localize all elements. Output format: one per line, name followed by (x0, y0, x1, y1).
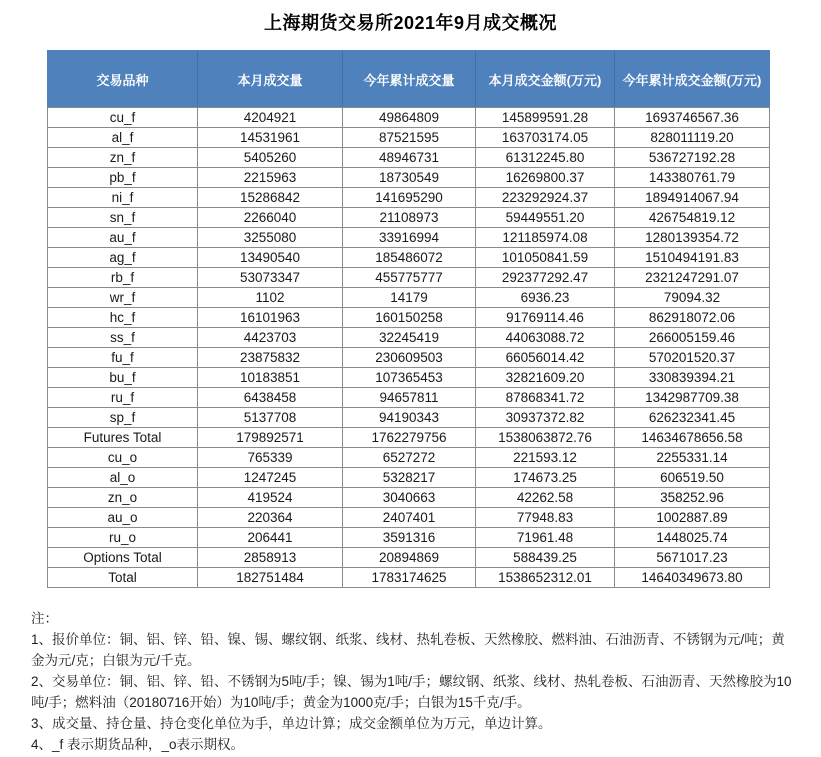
product-cell: ss_f (48, 328, 198, 348)
value-cell: 1538652312.01 (476, 568, 615, 588)
value-cell: 13490540 (198, 248, 343, 268)
table-header (48, 51, 770, 108)
value-cell: 14634678656.58 (615, 428, 770, 448)
table-row (48, 208, 770, 228)
notes-list (31, 629, 797, 755)
value-cell: 141695290 (343, 188, 476, 208)
value-cell: 862918072.06 (615, 308, 770, 328)
table-row (48, 368, 770, 388)
product-cell: wr_f (48, 288, 198, 308)
product-cell: fu_f (48, 348, 198, 368)
column-header-1: 本月成交量 (198, 51, 343, 108)
table-row (48, 128, 770, 148)
product-cell: sp_f (48, 408, 198, 428)
value-cell: 419524 (198, 488, 343, 508)
value-cell: 2321247291.07 (615, 268, 770, 288)
value-cell: 145899591.28 (476, 108, 615, 128)
value-cell: 23875832 (198, 348, 343, 368)
value-cell: 32821609.20 (476, 368, 615, 388)
table-row (48, 188, 770, 208)
value-cell: 5328217 (343, 468, 476, 488)
value-cell: 5405260 (198, 148, 343, 168)
value-cell: 6527272 (343, 448, 476, 468)
value-cell: 91769114.46 (476, 308, 615, 328)
value-cell: 1342987709.38 (615, 388, 770, 408)
trading-summary-table (47, 50, 770, 588)
value-cell: 16269800.37 (476, 168, 615, 188)
value-cell: 18730549 (343, 168, 476, 188)
table-row (48, 448, 770, 468)
product-cell: ag_f (48, 248, 198, 268)
table-row (48, 488, 770, 508)
product-cell: au_o (48, 508, 198, 528)
value-cell: 14531961 (198, 128, 343, 148)
value-cell: 61312245.80 (476, 148, 615, 168)
product-cell: cu_f (48, 108, 198, 128)
product-cell: rb_f (48, 268, 198, 288)
value-cell: 87521595 (343, 128, 476, 148)
table-row (48, 328, 770, 348)
value-cell: 2407401 (343, 508, 476, 528)
notes-label: 注： (31, 611, 58, 626)
value-cell: 77948.83 (476, 508, 615, 528)
product-cell: au_f (48, 228, 198, 248)
value-cell: 358252.96 (615, 488, 770, 508)
column-header-0: 交易品种 (48, 51, 198, 108)
table-row (48, 348, 770, 368)
value-cell: 121185974.08 (476, 228, 615, 248)
product-cell: bu_f (48, 368, 198, 388)
table-row (48, 548, 770, 568)
value-cell: 101050841.59 (476, 248, 615, 268)
column-header-3: 本月成交金额(万元) (476, 51, 615, 108)
table-row (48, 248, 770, 268)
note-item-2: 2、交易单位：铜、铝、锌、铅、不锈钢为5吨/手；镍、锡为1吨/手；螺纹钢、纸浆、线材、热轧卷板、石油沥青、天然橡胶为10吨/手；燃料油（20180716开始）为10吨/手；黄金为1000克/手；白银为15千克/手。 (31, 674, 792, 710)
note-item-4: 4、_f 表示期货品种，_o表示期权。 (31, 737, 245, 752)
value-cell: 1102 (198, 288, 343, 308)
column-header-4: 今年累计成交金额(万元) (615, 51, 770, 108)
value-cell: 426754819.12 (615, 208, 770, 228)
value-cell: 455775777 (343, 268, 476, 288)
value-cell: 49864809 (343, 108, 476, 128)
value-cell: 220364 (198, 508, 343, 528)
value-cell: 14179 (343, 288, 476, 308)
value-cell: 32245419 (343, 328, 476, 348)
table-row (48, 408, 770, 428)
product-cell: zn_f (48, 148, 198, 168)
value-cell: 143380761.79 (615, 168, 770, 188)
value-cell: 1693746567.36 (615, 108, 770, 128)
table-row (48, 308, 770, 328)
value-cell: 14640349673.80 (615, 568, 770, 588)
value-cell: 44063088.72 (476, 328, 615, 348)
value-cell: 94657811 (343, 388, 476, 408)
value-cell: 6438458 (198, 388, 343, 408)
value-cell: 21108973 (343, 208, 476, 228)
value-cell: 223292924.37 (476, 188, 615, 208)
value-cell: 4423703 (198, 328, 343, 348)
value-cell: 66056014.42 (476, 348, 615, 368)
product-cell: zn_o (48, 488, 198, 508)
table-row (48, 528, 770, 548)
product-cell: al_o (48, 468, 198, 488)
notes-section (31, 608, 797, 755)
value-cell: 266005159.46 (615, 328, 770, 348)
value-cell: 5671017.23 (615, 548, 770, 568)
page-title: 上海期货交易所2021年9月成交概况 (263, 13, 558, 33)
value-cell: 221593.12 (476, 448, 615, 468)
value-cell: 42262.58 (476, 488, 615, 508)
value-cell: 570201520.37 (615, 348, 770, 368)
value-cell: 3255080 (198, 228, 343, 248)
value-cell: 3040663 (343, 488, 476, 508)
value-cell: 4204921 (198, 108, 343, 128)
value-cell: 174673.25 (476, 468, 615, 488)
value-cell: 16101963 (198, 308, 343, 328)
value-cell: 536727192.28 (615, 148, 770, 168)
product-cell: cu_o (48, 448, 198, 468)
value-cell: 20894869 (343, 548, 476, 568)
table-row (48, 388, 770, 408)
value-cell: 1894914067.94 (615, 188, 770, 208)
table-body (48, 108, 770, 588)
value-cell: 94190343 (343, 408, 476, 428)
value-cell: 1538063872.76 (476, 428, 615, 448)
value-cell: 292377292.47 (476, 268, 615, 288)
value-cell: 3591316 (343, 528, 476, 548)
table-row (48, 228, 770, 248)
value-cell: 71961.48 (476, 528, 615, 548)
product-cell: ru_o (48, 528, 198, 548)
value-cell: 330839394.21 (615, 368, 770, 388)
value-cell: 1448025.74 (615, 528, 770, 548)
value-cell: 87868341.72 (476, 388, 615, 408)
table-row (48, 508, 770, 528)
value-cell: 2255331.14 (615, 448, 770, 468)
product-cell: Options Total (48, 548, 198, 568)
table-row (48, 168, 770, 188)
value-cell: 163703174.05 (476, 128, 615, 148)
table-row (48, 148, 770, 168)
note-item-3: 3、成交量、持仓量、持仓变化单位为手，单边计算；成交金额单位为万元，单边计算。 (31, 716, 552, 731)
table-row (48, 268, 770, 288)
value-cell: 2215963 (198, 168, 343, 188)
product-cell: sn_f (48, 208, 198, 228)
value-cell: 588439.25 (476, 548, 615, 568)
product-cell: Total (48, 568, 198, 588)
header-row (48, 51, 770, 108)
value-cell: 48946731 (343, 148, 476, 168)
value-cell: 79094.32 (615, 288, 770, 308)
product-cell: ni_f (48, 188, 198, 208)
value-cell: 828011119.20 (615, 128, 770, 148)
value-cell: 1783174625 (343, 568, 476, 588)
value-cell: 1280139354.72 (615, 228, 770, 248)
value-cell: 206441 (198, 528, 343, 548)
product-cell: al_f (48, 128, 198, 148)
value-cell: 10183851 (198, 368, 343, 388)
value-cell: 1762279756 (343, 428, 476, 448)
value-cell: 53073347 (198, 268, 343, 288)
value-cell: 765339 (198, 448, 343, 468)
column-header-2: 今年累计成交量 (343, 51, 476, 108)
table-row (48, 288, 770, 308)
value-cell: 1247245 (198, 468, 343, 488)
table-row (48, 428, 770, 448)
value-cell: 182751484 (198, 568, 343, 588)
value-cell: 2858913 (198, 548, 343, 568)
value-cell: 59449551.20 (476, 208, 615, 228)
value-cell: 160150258 (343, 308, 476, 328)
value-cell: 33916994 (343, 228, 476, 248)
value-cell: 15286842 (198, 188, 343, 208)
product-cell: hc_f (48, 308, 198, 328)
value-cell: 1002887.89 (615, 508, 770, 528)
value-cell: 6936.23 (476, 288, 615, 308)
value-cell: 2266040 (198, 208, 343, 228)
value-cell: 1510494191.83 (615, 248, 770, 268)
value-cell: 179892571 (198, 428, 343, 448)
product-cell: pb_f (48, 168, 198, 188)
table-row (48, 468, 770, 488)
value-cell: 107365453 (343, 368, 476, 388)
value-cell: 230609503 (343, 348, 476, 368)
value-cell: 606519.50 (615, 468, 770, 488)
value-cell: 30937372.82 (476, 408, 615, 428)
value-cell: 626232341.45 (615, 408, 770, 428)
product-cell: Futures Total (48, 428, 198, 448)
value-cell: 5137708 (198, 408, 343, 428)
product-cell: ru_f (48, 388, 198, 408)
table-row (48, 108, 770, 128)
note-item-1: 1、报价单位：铜、铝、锌、铅、镍、锡、螺纹钢、纸浆、线材、热轧卷板、天然橡胶、燃料油、石油沥青、不锈钢为元/吨；黄金为元/克；白银为元/千克。 (31, 632, 785, 668)
value-cell: 185486072 (343, 248, 476, 268)
table-row (48, 568, 770, 588)
